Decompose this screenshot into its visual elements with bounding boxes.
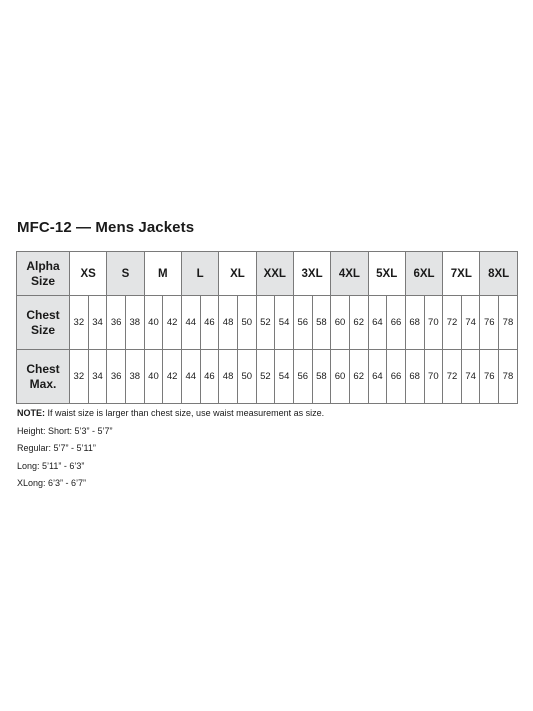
height-short-note: Height: Short: 5’3” - 5’7” (17, 425, 113, 436)
chest-size-cell: 66 (387, 296, 406, 350)
chest-max-cell: 66 (387, 350, 406, 404)
chest-size-cell: 36 (107, 296, 126, 350)
chest-max-cell: 44 (181, 350, 200, 404)
height-long-note: Long: 5’11” - 6’3” (17, 460, 85, 471)
chest-size-cell: 62 (349, 296, 368, 350)
alpha-size-cell: 3XL (293, 252, 330, 296)
alpha-size-cell: 6XL (405, 252, 442, 296)
chest-size-cell: 46 (200, 296, 219, 350)
alpha-size-cell: 4XL (331, 252, 368, 296)
chest-max-cell: 46 (200, 350, 219, 404)
chest-max-cell: 56 (293, 350, 312, 404)
chest-max-cell: 78 (499, 350, 518, 404)
chest-max-cell: 62 (349, 350, 368, 404)
chest-max-cell: 70 (424, 350, 443, 404)
chest-max-cell: 74 (461, 350, 480, 404)
chest-size-cell: 60 (331, 296, 350, 350)
chest-max-cell: 64 (368, 350, 387, 404)
alpha-size-cell: M (144, 252, 181, 296)
chest-size-cell: 70 (424, 296, 443, 350)
chest-size-cell: 74 (461, 296, 480, 350)
chest-size-cell: 44 (181, 296, 200, 350)
chest-max-cell: 50 (237, 350, 256, 404)
chest-max-cell: 68 (405, 350, 424, 404)
alpha-size-cell: XL (219, 252, 256, 296)
chest-size-cell: 48 (219, 296, 238, 350)
chest-max-cell: 32 (70, 350, 89, 404)
height-xlong-note: XLong: 6’3” - 6’7” (17, 478, 87, 488)
chest-max-cell: 54 (275, 350, 294, 404)
chest-max-cell: 48 (219, 350, 238, 404)
chest-size-cell: 58 (312, 296, 331, 350)
chest-size-cell: 56 (293, 296, 312, 350)
alpha-size-cell: L (181, 252, 218, 296)
chest-max-cell: 72 (443, 350, 462, 404)
height-regular-note: Regular: 5’7” - 5’11” (17, 443, 96, 453)
note-text: If waist size is larger than chest size, use waist measurement as size. (45, 408, 325, 418)
chest-max-cell: 36 (107, 350, 126, 404)
note-label: NOTE: (17, 408, 45, 418)
chest-size-cell: 42 (163, 296, 182, 350)
chest-size-header: Chest Size (17, 296, 70, 350)
size-chart-table (16, 251, 518, 404)
alpha-size-cell: 8XL (480, 252, 517, 296)
chest-size-cell: 38 (125, 296, 144, 350)
alpha-size-header: Alpha Size (17, 252, 70, 296)
waist-note (17, 405, 324, 423)
chest-size-cell: 40 (144, 296, 163, 350)
chest-max-cell: 40 (144, 350, 163, 404)
alpha-size-cell: XS (70, 252, 107, 296)
chest-size-cell: 78 (499, 296, 518, 350)
chest-max-cell: 60 (331, 350, 350, 404)
alpha-size-cell: 5XL (368, 252, 405, 296)
alpha-size-cell: 7XL (443, 252, 480, 296)
chest-max-cell: 42 (163, 350, 182, 404)
chest-size-cell: 72 (443, 296, 462, 350)
notes-section (17, 405, 324, 493)
chest-max-cell: 34 (88, 350, 107, 404)
chest-size-cell: 68 (405, 296, 424, 350)
alpha-size-cell: XXL (256, 252, 293, 296)
chest-size-cell: 54 (275, 296, 294, 350)
chest-max-cell: 58 (312, 350, 331, 404)
chest-max-cell: 76 (480, 350, 499, 404)
chest-size-row (17, 296, 518, 350)
alpha-size-row (17, 252, 518, 296)
chest-max-header: Chest Max. (17, 350, 70, 404)
chest-size-cell: 50 (237, 296, 256, 350)
chest-max-cell: 52 (256, 350, 275, 404)
chest-size-cell: 64 (368, 296, 387, 350)
chest-size-cell: 34 (88, 296, 107, 350)
chest-max-row (17, 350, 518, 404)
alpha-size-cell: S (107, 252, 144, 296)
chest-max-cell: 38 (125, 350, 144, 404)
chest-size-cell: 32 (70, 296, 89, 350)
chest-size-cell: 76 (480, 296, 499, 350)
chest-size-cell: 52 (256, 296, 275, 350)
page-title: MFC-12 — Mens Jackets (17, 219, 195, 236)
